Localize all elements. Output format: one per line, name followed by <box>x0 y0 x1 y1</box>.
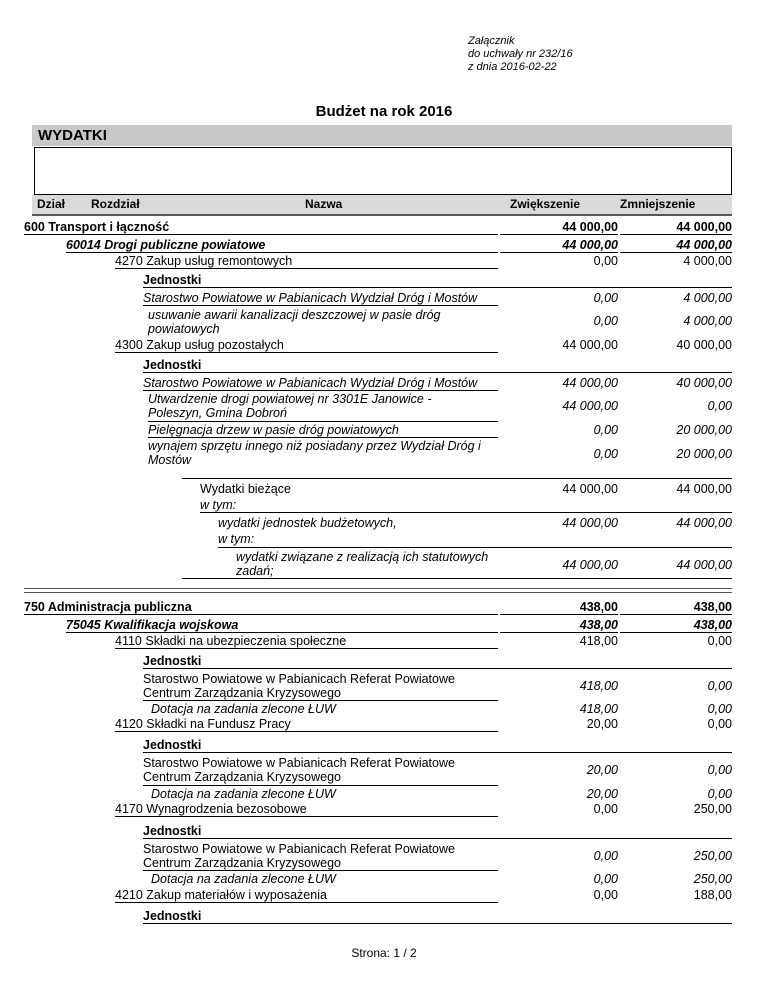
units-label: Jednostki <box>143 273 202 287</box>
unit-dec: 40 000,00 <box>676 376 732 390</box>
paragraf-4270-dec: 4 000,00 <box>683 254 732 268</box>
summary-units-inc: 44 000,00 <box>562 516 618 530</box>
task-inc: 0,00 <box>593 447 618 461</box>
paragraf-4300-name: 4300 Zakup usług pozostałych <box>115 338 284 352</box>
unit-dec: 250,00 <box>693 849 732 863</box>
summary-in-that: w tym: <box>200 498 237 512</box>
dzial-600-inc: 44 000,00 <box>562 220 618 234</box>
col-zmniejszenie: Zmniejszenie <box>620 197 696 211</box>
task-dec: 20 000,00 <box>676 447 732 461</box>
col-nazwa: Nazwa <box>305 197 343 211</box>
unit-dec: 0,00 <box>707 763 732 777</box>
task-inc: 44 000,00 <box>562 399 618 413</box>
units-label: Jednostki <box>143 738 202 752</box>
task-name: Utwardzenie drogi powiatowej nr 3301E Janowice - Poleszyn, Gmina Dobroń <box>148 392 432 420</box>
task-inc: 0,00 <box>593 314 618 328</box>
task-dec: 4 000,00 <box>683 314 732 328</box>
dzial-750-inc: 438,00 <box>579 600 618 614</box>
unit-name: Starostwo Powiatowe w Pabianicach Referat Powiatowe Centrum Zarządzania Kryzysowego <box>143 672 455 700</box>
unit-name: Starostwo Powiatowe w Pabianicach Wydział Dróg i Mostów <box>143 376 478 390</box>
task-name: usuwanie awarii kanalizacji deszczowej w pasie dróg powiatowych <box>148 308 441 336</box>
task-inc: 418,00 <box>579 702 618 716</box>
task-dec: 0,00 <box>707 702 732 716</box>
paragraf-4120-inc: 20,00 <box>586 717 618 731</box>
paragraf-4120-dec: 0,00 <box>707 717 732 731</box>
paragraf-4270-name: 4270 Zakup usług remontowych <box>115 254 293 268</box>
task-dec: 20 000,00 <box>676 423 732 437</box>
summary-statutory-inc: 44 000,00 <box>562 558 618 572</box>
page-number: Strona: 1 / 2 <box>351 946 417 960</box>
summary-current: Wydatki bieżące <box>200 482 291 496</box>
paragraf-4110-dec: 0,00 <box>707 634 732 648</box>
task-inc: 0,00 <box>593 872 618 886</box>
unit-inc: 418,00 <box>579 679 618 693</box>
task-name: Dotacja na zadania zlecone ŁUW <box>151 787 336 801</box>
summary-statutory-dec: 44 000,00 <box>676 558 732 572</box>
paragraf-4210-name: 4210 Zakup materiałów i wyposażenia <box>115 888 327 902</box>
rozdzial-75045-inc: 438,00 <box>579 618 618 632</box>
units-label: Jednostki <box>143 358 202 372</box>
paragraf-4210-inc: 0,00 <box>593 888 618 902</box>
paragraf-4120-name: 4120 Składki na Fundusz Pracy <box>115 717 291 731</box>
units-label: Jednostki <box>143 909 202 923</box>
unit-dec: 4 000,00 <box>683 291 732 305</box>
attachment-label: Załącznik <box>468 35 515 47</box>
summary-current-dec: 44 000,00 <box>676 482 732 496</box>
rozdzial-60014-name: 60014 Drogi publiczne powiatowe <box>66 238 266 252</box>
unit-name: Starostwo Powiatowe w Pabianicach Referat Powiatowe Centrum Zarządzania Kryzysowego <box>143 842 455 870</box>
rozdzial-75045-dec: 438,00 <box>693 618 732 632</box>
task-dec: 250,00 <box>693 872 732 886</box>
summary-current-inc: 44 000,00 <box>562 482 618 496</box>
task-inc: 0,00 <box>593 423 618 437</box>
resolution-date: z dnia 2016-02-22 <box>468 61 557 73</box>
dzial-600-dec: 44 000,00 <box>676 220 732 234</box>
dzial-600-name: 600 Transport i łączność <box>24 220 170 234</box>
summary-statutory: wydatki związane z realizacją ich statutowych zadań; <box>236 550 489 578</box>
units-label: Jednostki <box>143 824 202 838</box>
task-dec: 0,00 <box>707 787 732 801</box>
dzial-750-name: 750 Administracja publiczna <box>24 600 192 614</box>
resolution-number: do uchwały nr 232/16 <box>468 48 573 60</box>
paragraf-4300-inc: 44 000,00 <box>562 338 618 352</box>
task-name: wynajem sprzętu innego niż posiadany przez Wydział Dróg i Mostów <box>148 439 481 467</box>
paragraf-4110-name: 4110 Składki na ubezpieczenia społeczne <box>115 634 347 648</box>
paragraf-4210-dec: 188,00 <box>693 888 732 902</box>
rozdzial-60014-inc: 44 000,00 <box>562 238 618 252</box>
task-name: Dotacja na zadania zlecone ŁUW <box>151 872 336 886</box>
summary-units-dec: 44 000,00 <box>676 516 732 530</box>
rozdzial-60014-dec: 44 000,00 <box>676 238 732 252</box>
paragraf-4110-inc: 418,00 <box>579 634 618 648</box>
summary-in-that2: w tym: <box>218 532 255 546</box>
task-dec: 0,00 <box>707 399 732 413</box>
unit-inc: 0,00 <box>593 849 618 863</box>
units-label: Jednostki <box>143 654 202 668</box>
dzial-750-dec: 438,00 <box>693 600 732 614</box>
unit-inc: 20,00 <box>586 763 618 777</box>
task-name: Dotacja na zadania zlecone ŁUW <box>151 702 336 716</box>
col-rozdzial: Rozdział <box>91 197 140 211</box>
task-name: Pielęgnacja drzew w pasie dróg powiatowych <box>148 423 399 437</box>
unit-name: Starostwo Powiatowe w Pabianicach Wydział Dróg i Mostów <box>143 291 478 305</box>
rozdzial-75045-name: 75045 Kwalifikacja wojskowa <box>66 618 239 632</box>
unit-inc: 44 000,00 <box>562 376 618 390</box>
paragraf-4300-dec: 40 000,00 <box>676 338 732 352</box>
paragraf-4170-dec: 250,00 <box>693 802 732 816</box>
col-dzial: Dział <box>37 197 66 211</box>
unit-name: Starostwo Powiatowe w Pabianicach Referat Powiatowe Centrum Zarządzania Kryzysowego <box>143 756 455 784</box>
unit-dec: 0,00 <box>707 679 732 693</box>
task-inc: 20,00 <box>586 787 618 801</box>
summary-units: wydatki jednostek budżetowych, <box>218 516 397 530</box>
paragraf-4170-name: 4170 Wynagrodzenia bezosobowe <box>115 802 307 816</box>
paragraf-4170-inc: 0,00 <box>593 802 618 816</box>
section-bar <box>32 125 732 146</box>
empty-frame <box>34 147 732 195</box>
section-title: WYDATKI <box>38 127 107 144</box>
col-zwiekszenie: Zwiększenie <box>510 197 581 211</box>
paragraf-4270-inc: 0,00 <box>593 254 618 268</box>
unit-inc: 0,00 <box>593 291 618 305</box>
page-title: Budżet na rok 2016 <box>315 103 453 120</box>
